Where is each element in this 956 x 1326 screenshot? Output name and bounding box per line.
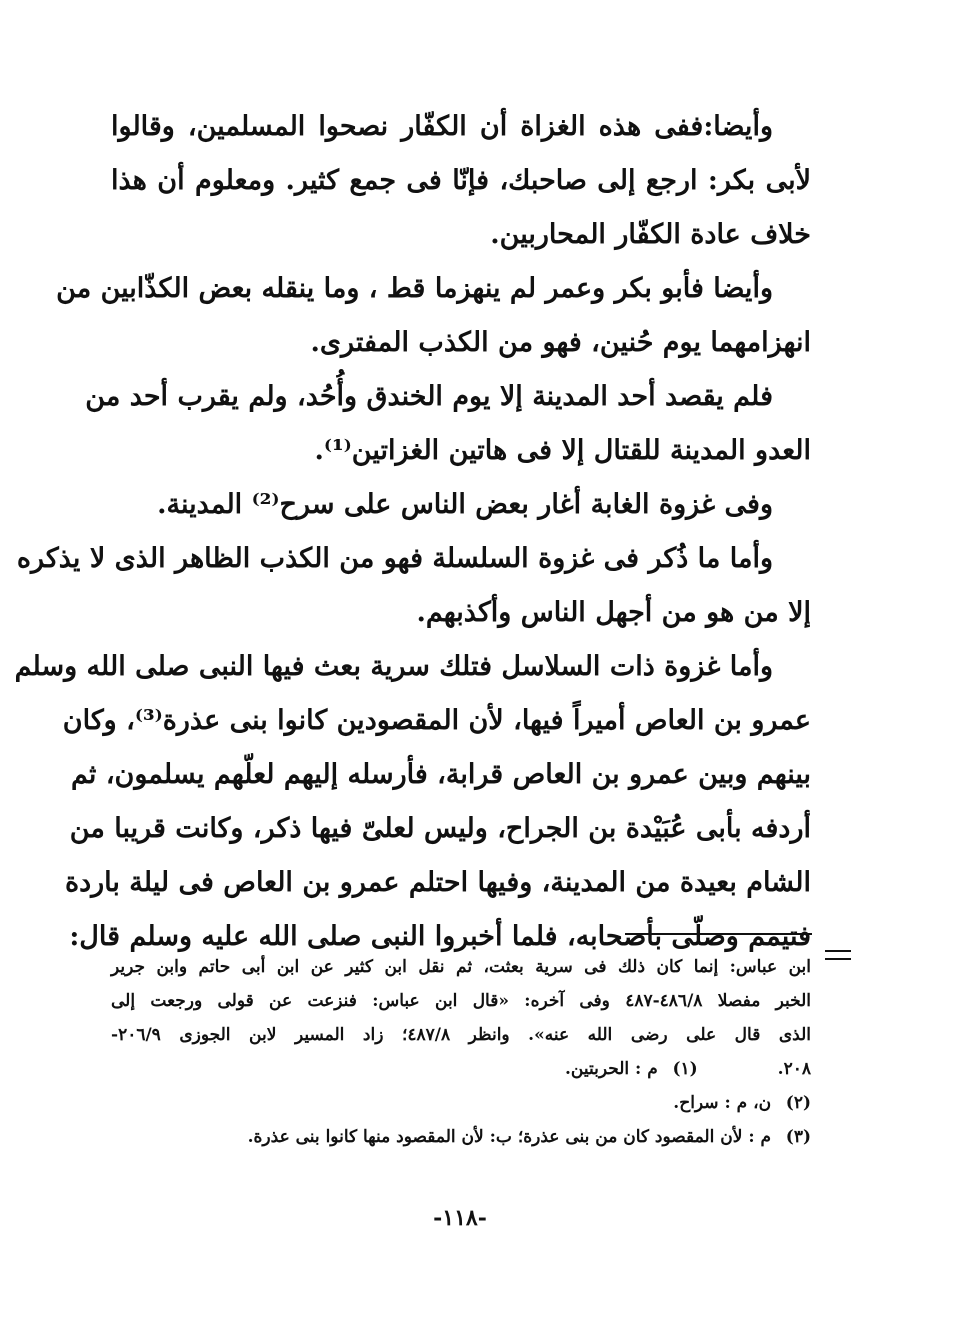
footnote-3-text: م : لأن المقصود كان من بنى عذرة؛ ب: لأن المقصود منها كانوا بنى عذرة. xyxy=(247,1127,772,1147)
text-line-6: فلم يقصد أحد المدينة إلا يوم الخندق وأُحُد، ولم يقرب أحد من xyxy=(85,381,773,412)
text-line-14: أردفه بأبى عُبَيْدة بن الجراح، وليس لعلىّ فيها ذكر، وكانت قريبا من xyxy=(69,813,811,844)
footnote-1 xyxy=(565,1052,698,1086)
text-line-13: بينهم وبين عمرو بن العاص قرابة، فأرسله إليهم لعلّهم يسلمون، ثم xyxy=(70,759,811,790)
text-line-15: الشام بعيدة من المدينة، وفيها احتلم عمرو بن العاص فى ليلة باردة xyxy=(64,867,811,898)
footnotes-section xyxy=(111,950,811,1154)
continuation-mark xyxy=(825,950,851,962)
text-line-16: فتيمم وصلّى بأصحابه، فلما أخبروا النبى صلى الله عليه وسلم قال: xyxy=(69,921,811,952)
footnote-separator xyxy=(625,933,812,935)
footnote-3 xyxy=(111,1120,811,1154)
footnote-2-text: ن، م : سراح. xyxy=(673,1093,772,1113)
footnote-1-text: م : الحربتين. xyxy=(565,1059,658,1079)
footnote-continued-line-2: الخبر مفصلا ٤٨٦/٨-٤٨٧ وفى آخره: «قال ابن عباس: فنزعت عن قولى ورجعت إلى xyxy=(111,991,811,1011)
page-number: -١١٨- xyxy=(433,1205,487,1231)
footnote-continued-line-3: الذى قال على رضى الله عنه». وانظر ٤٨٧/٨؛ زاد المسير لابن الجوزى ٢٠٦/٩- xyxy=(111,1025,811,1045)
text-line-9: وأما ما ذُكر فى غزوة السلسلة فهو من الكذب الظاهر الذى لا يذكره xyxy=(16,543,773,574)
text-line-7: العدو المدينة للقتال إلا فى هاتين الغزاتين⁽¹⁾. xyxy=(314,435,811,466)
footnote-line-4 xyxy=(111,1052,811,1086)
footnote-2-number: (٢) xyxy=(785,1093,811,1113)
text-line-5: انهزامهما يوم حُنين، فهو من الكذب المفترى. xyxy=(310,327,811,358)
footnote-continued-end: ٢٠٨. xyxy=(777,1059,811,1079)
footnote-3-number: (٣) xyxy=(785,1127,811,1147)
text-line-1: وأيضا:ففى هذه الغزاة أن الكفّار نصحوا المسلمين، وقالوا xyxy=(111,111,773,142)
text-line-10: إلا من هو من أجهل الناس وأكذبهم. xyxy=(416,597,811,628)
footnote-1-number: (١) xyxy=(672,1059,698,1079)
footnote-2 xyxy=(111,1086,811,1120)
footnote-continued-line-1: ابن عباس: إنما كان ذلك فى سرية بعثت، ثم نقل ابن كثير عن ابن أبى حاتم وابن جرير xyxy=(111,957,811,977)
text-line-3: خلاف عادة الكفّار المحاربين. xyxy=(490,219,811,250)
text-line-2: لأبى بكر: ارجع إلى صاحبك، فإنّا فى جمع كثير. ومعلوم أن هذا xyxy=(111,165,811,196)
main-text-body xyxy=(14,100,811,964)
text-line-11: وأما غزوة ذات السلاسل فتلك سرية بعث فيها النبى صلى الله وسلم xyxy=(14,651,773,682)
text-line-12: عمرو بن العاص أميراً فيها، لأن المقصودين كانوا بنى عذرة⁽³⁾، وكان xyxy=(62,705,811,736)
text-line-4: وأيضا فأبو بكر وعمر لم ينهزما قط ، وما ينقله بعض الكذّابين من xyxy=(56,273,773,304)
text-line-8: وفى غزوة الغابة أغار بعض الناس على سرح⁽²⁾ المدينة. xyxy=(157,489,773,520)
